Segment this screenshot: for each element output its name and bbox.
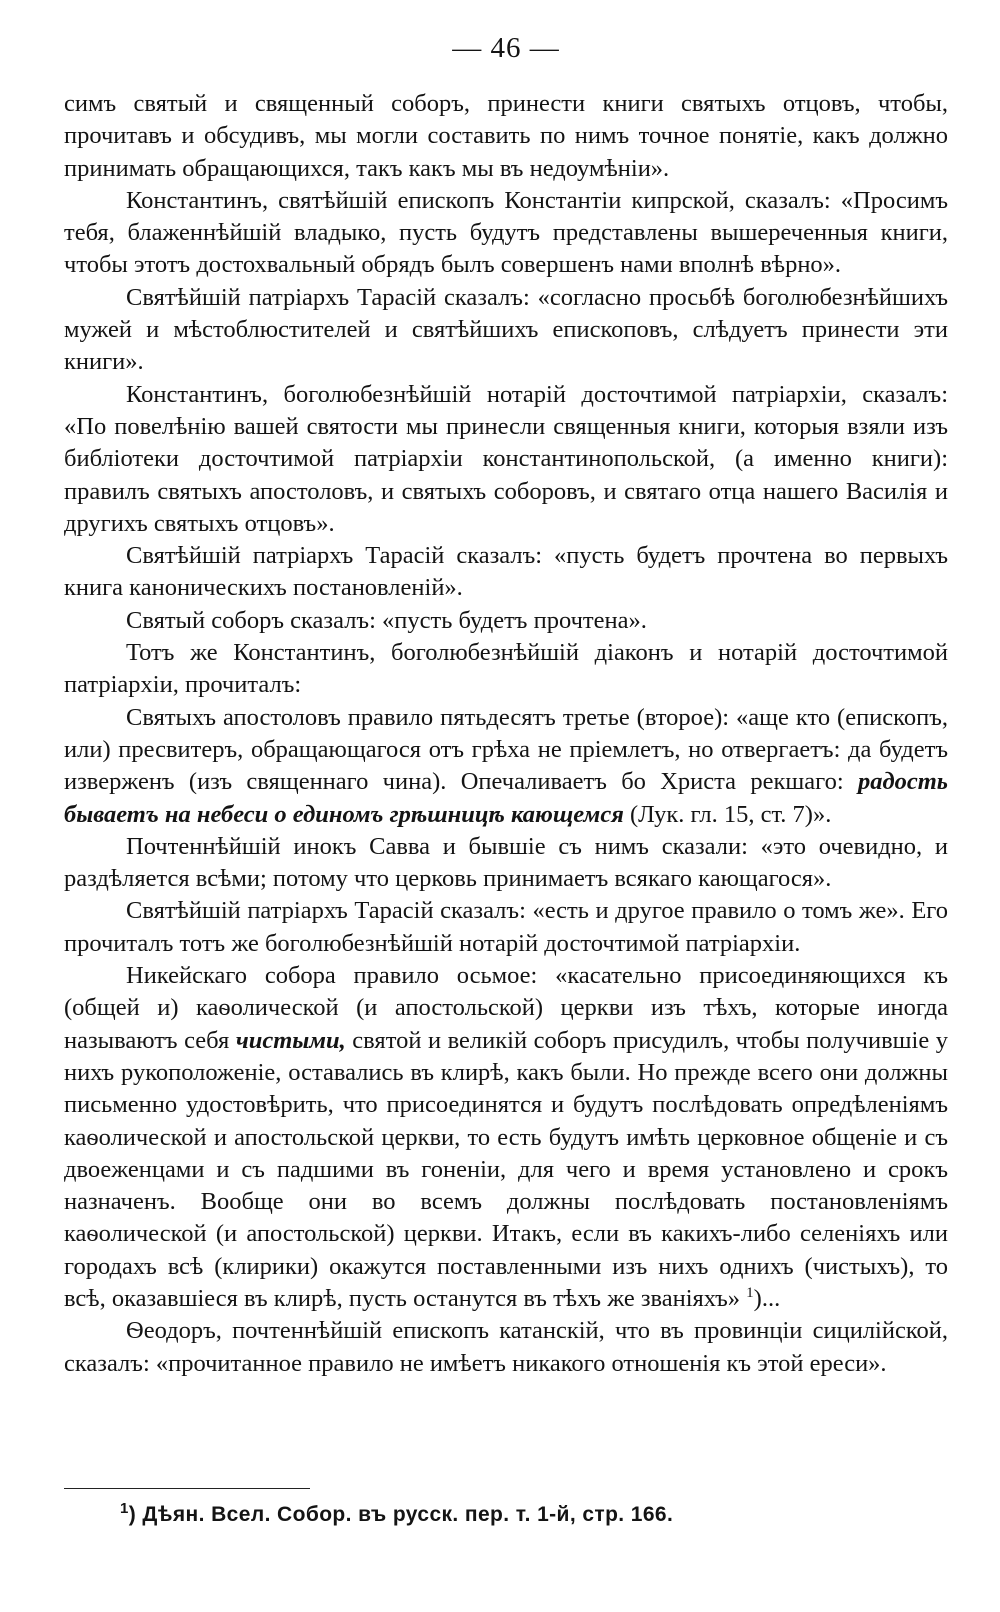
italic-quote: радость бываетъ на небеси о единомъ грѣшницѣ кающемся [64,768,948,828]
paragraph-text: )... [753,1284,781,1312]
document-page [64,28,948,1380]
paragraph-text: Почтеннѣйшій инокъ Савва и бывшіе съ нимъ сказали: «это очевидно, и раздѣляется всѣми; потому что церковь принимаетъ всякаго кающагося». [64,832,948,893]
footnote-number: 1 [120,1500,129,1517]
paragraph-text: святой и великій соборъ присудилъ, чтобы получившіе у нихъ рукоположеніе, оставались въ клирѣ, какъ были. Но прежде всего они должны письменно удостовѣрить, что присоединятся и будутъ послѣдовать опредѣленіямъ каѳолической и апостольской церкви, то есть будутъ имѣть церковное общеніе и съ двоеженцами и съ падшими въ гоненіи, для чего и время установлено и срокъ назначенъ. Вообще они во всемъ должны послѣдовать постановленіямъ каѳолической (и апостольской) церкви. Итакъ, если въ какихъ-либо селеніяхъ или городахъ всѣ (клирики) окажутся поставленными изъ нихъ однихъ (чистыхъ), то всѣ, оказавшіеся въ клирѣ, пусть останутся въ тѣхъ же званіяхъ» [64,1026,948,1312]
paragraph-text: Святый соборъ сказалъ: «пусть будетъ прочтена». [126,606,647,634]
paragraph-notary-books [64,379,948,540]
footnote [120,1500,948,1530]
italic-term: чистыми, [235,1026,346,1054]
paragraph-tarasius-read-canons [64,540,948,605]
paragraph-text: Никейскаго собора правило осьмое: «касательно присоединяющихся къ (общей и) каѳолической (и апостольской) церкви изъ тѣхъ, которые иногда называютъ себя [64,962,948,1054]
paragraph-tarasius-another-canon [64,895,948,960]
paragraph-synod-agrees [64,605,948,637]
paragraph-nicene-canon [64,960,948,1315]
paragraph-text: Святѣйшій патріархъ Тарасій сказалъ: «есть и другое правило о томъ же». Его прочиталъ тотъ же боголюбезнѣйшій нотарій досточтимой патріархіи. [64,897,948,957]
paragraph-constantine-request [64,185,948,282]
paragraph-text: Тотъ же Константинъ, боголюбезнѣйшій діаконъ и нотарій досточтимой патріархіи, прочиталъ: [64,639,948,699]
paragraph-text: (Лук. гл. 15, ст. 7)». [623,800,832,828]
footnote-text: ) Дѣян. Всел. Собор. въ русск. пер. т. 1-й, стр. 166. [128,1503,674,1526]
page-number: — 46 — [452,32,560,64]
paragraph-text: Святѣйшій патріархъ Тарасій сказалъ: «согласно просьбѣ боголюбезнѣйшихъ мужей и мѣстоблюстителей и святѣйшихъ епископовъ, слѣдуетъ принести эти книги». [64,283,948,376]
paragraph-text: Ѳеодоръ, почтеннѣйшій епископъ катанскій, что въ провинціи сицилійской, сказалъ: «прочитанное правило не имѣетъ никакого отношенія къ этой ереси». [64,1317,948,1377]
paragraph-continuation [64,88,948,185]
paragraph-sabbas [64,831,948,896]
body-text [64,88,948,1380]
footnote-marker: 1 [746,1284,754,1301]
paragraph-text: Святыхъ апостоловъ правило пятьдесятъ третье (второе): «аще кто (епископъ, или) пресвитеръ, обращающагося отъ грѣха не пріемлетъ, но отвергаетъ: да будетъ изверженъ (изъ священнаго чина). Опечаливаетъ бо Христа рекшаго: [64,703,948,796]
paragraph-text: Константинъ, боголюбезнѣйшій нотарій досточтимой патріархіи, сказалъ: «По повелѣнію вашей святости мы принесли священныя книги, которыя взяли изъ библіотеки досточтимой патріархіи константинопольской, (а именно книги): правилъ святыхъ апостоловъ, и святыхъ соборовъ, и святаго отца нашего Василія и другихъ святыхъ отцовъ». [64,380,948,537]
paragraph-text: Святѣйшій патріархъ Тарасій сказалъ: «пусть будетъ прочтена во первыхъ книга каноническихъ постановленій». [64,542,948,602]
paragraph-text: симъ святый и священный соборъ, принести книги святыхъ отцовъ, чтобы, прочитавъ и обсудивъ, мы могли составить по нимъ точное понятіе, какъ должно принимать обращающихся, такъ какъ мы въ недоумѣніи». [64,90,948,182]
footnote-divider [64,1488,310,1489]
paragraph-constantine-read [64,637,948,702]
paragraph-apostolic-canon [64,702,948,831]
paragraph-tarasius-agrees [64,282,948,379]
paragraph-theodore [64,1315,948,1380]
paragraph-text: Константинъ, святѣйшій епископъ Константіи кипрской, сказалъ: «Просимъ тебя, блаженнѣйшій владыко, пусть будутъ представлены вышереченныя книги, чтобы этотъ достохвальный обрядъ былъ совершенъ нами вполнѣ вѣрно». [64,186,948,279]
